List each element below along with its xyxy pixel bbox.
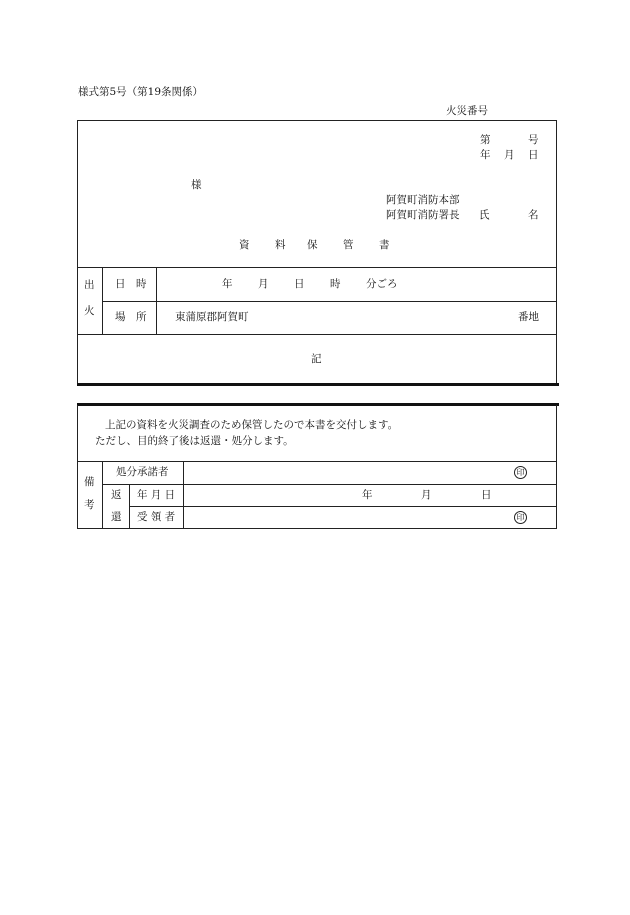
issuer-line2: 阿賀町消防署長 xyxy=(386,209,460,221)
go-label: 号 xyxy=(528,134,539,146)
year-label: 年 xyxy=(480,149,491,161)
statement-line2: ただし、目的終了後は返還・処分します。 xyxy=(95,435,294,447)
doc-title-char: 管 xyxy=(343,239,354,251)
place-value: 東蒲原郡阿賀町 xyxy=(175,311,249,323)
fire-group-label-1: 出 xyxy=(84,279,95,291)
ret-month: 月 xyxy=(421,489,432,501)
dt-hour: 時 xyxy=(330,278,341,290)
ki-label: 記 xyxy=(311,353,322,365)
ymd-label: 年 月 日 xyxy=(137,489,176,501)
place-label-1: 場 xyxy=(115,311,126,323)
dt-month: 月 xyxy=(258,278,269,290)
form-title: 様式第5号（第19条関係） xyxy=(78,86,204,98)
ret-day: 日 xyxy=(481,489,492,501)
remarks-group-label-2: 考 xyxy=(84,499,95,511)
disposal-approver-label: 処分承諾者 xyxy=(116,466,169,478)
fire-number-label: 火災番号 xyxy=(446,105,488,117)
place-suffix: 番地 xyxy=(518,311,539,323)
issuer-line1: 阿賀町消防本部 xyxy=(386,194,460,206)
datetime-label-1: 日 xyxy=(115,278,126,290)
ret-year: 年 xyxy=(362,489,373,501)
seal-stamp-icon: 印 xyxy=(514,511,527,524)
statement-line1: 上記の資料を火災調査のため保管したので本書を交付します。 xyxy=(105,419,399,431)
doc-title-char: 保 xyxy=(307,239,318,251)
place-label-2: 所 xyxy=(136,311,147,323)
return-label-1: 返 xyxy=(111,489,122,501)
sama-label: 様 xyxy=(191,179,202,191)
fire-group-label-2: 火 xyxy=(84,305,95,317)
shi-label: 氏 xyxy=(479,209,490,221)
day-label: 日 xyxy=(528,149,539,161)
doc-title-char: 書 xyxy=(379,239,390,251)
month-label: 月 xyxy=(504,149,515,161)
dai-label: 第 xyxy=(480,134,491,146)
recipient-label: 受 領 者 xyxy=(137,511,176,523)
dt-minute: 分ごろ xyxy=(366,278,398,290)
return-label-2: 還 xyxy=(111,511,122,523)
doc-title-char: 料 xyxy=(275,239,286,251)
remarks-group-label-1: 備 xyxy=(84,476,95,488)
mei-label: 名 xyxy=(528,209,539,221)
dt-year: 年 xyxy=(222,278,233,290)
datetime-label-2: 時 xyxy=(136,278,147,290)
doc-title-char: 資 xyxy=(239,239,250,251)
seal-stamp-icon: 印 xyxy=(514,466,527,479)
dt-day: 日 xyxy=(294,278,305,290)
